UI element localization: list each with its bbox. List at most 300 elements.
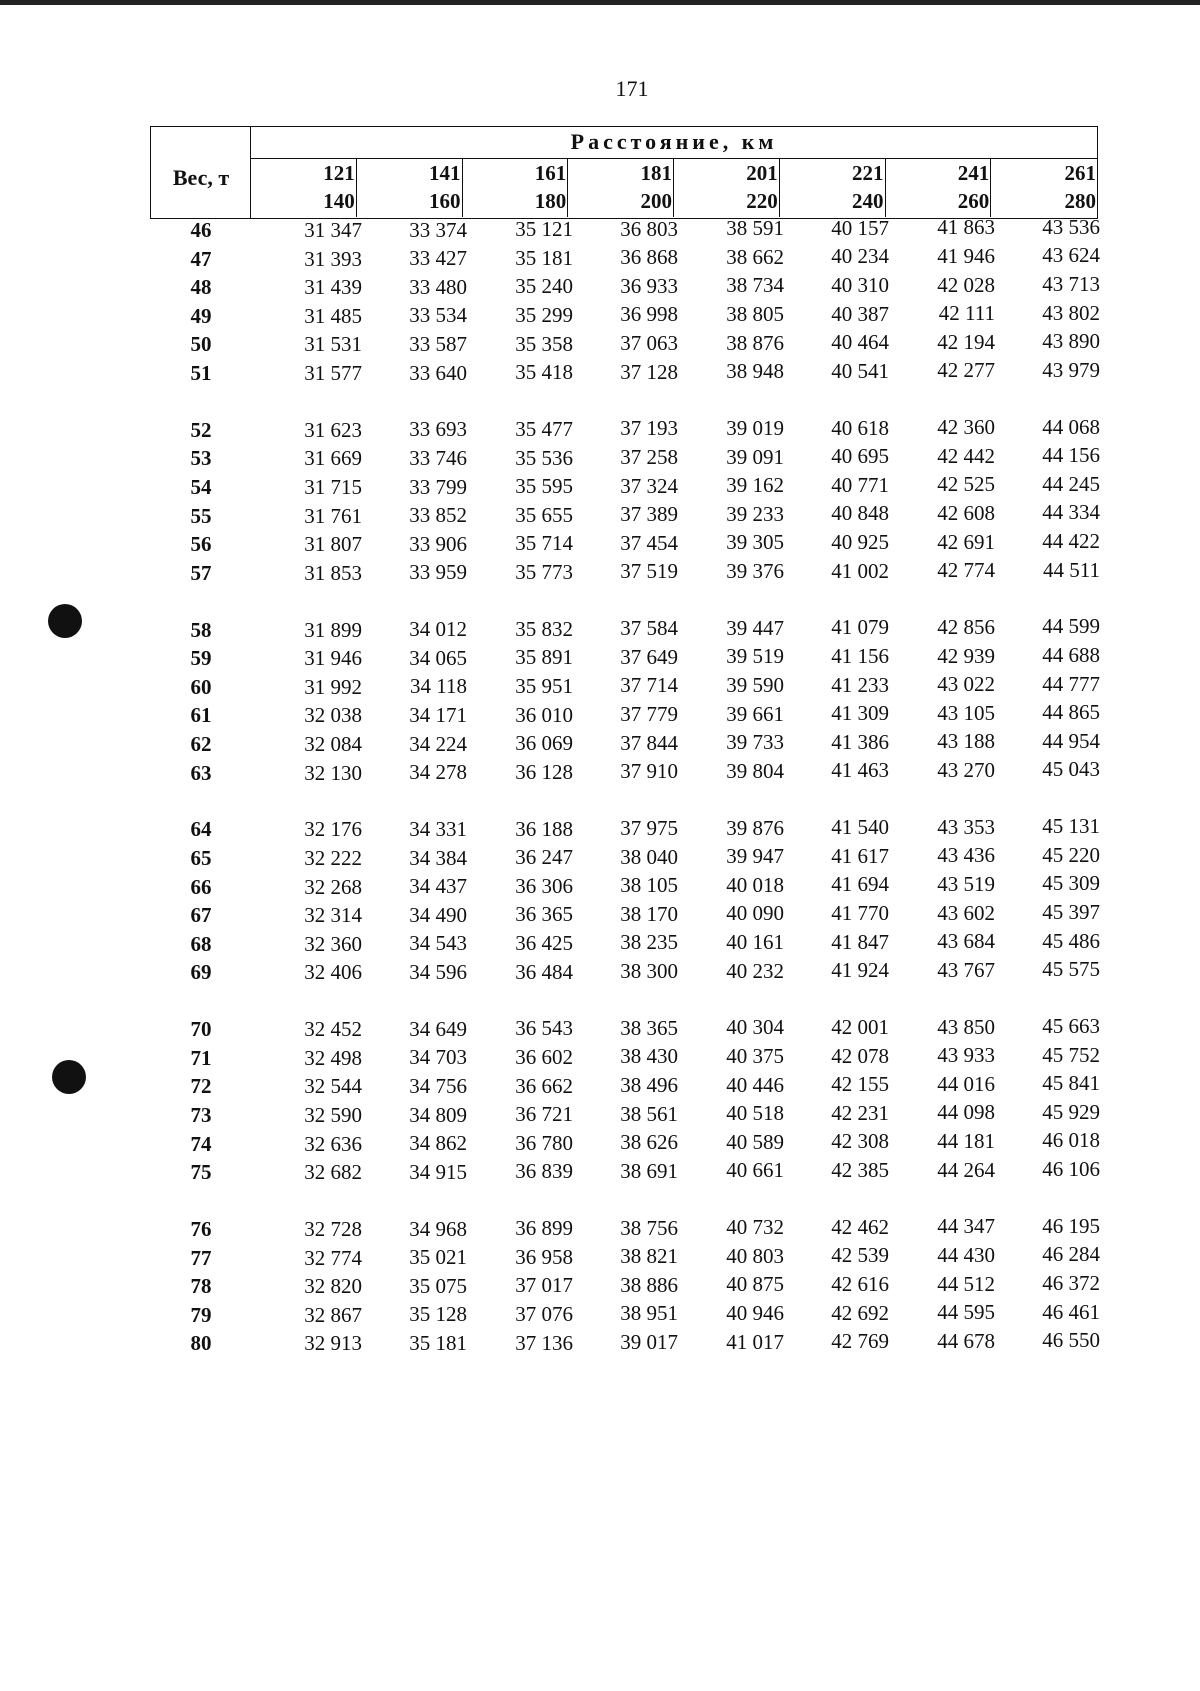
page-number: 171 xyxy=(615,76,649,101)
table-row xyxy=(150,529,1110,560)
weight-cell: 49 xyxy=(190,303,212,328)
value-cell: 42 691 xyxy=(937,529,995,554)
range-header xyxy=(357,159,463,217)
value-cell: 41 847 xyxy=(831,929,889,954)
value-cell: 31 531 xyxy=(304,332,362,357)
value-cell: 39 305 xyxy=(726,530,784,555)
value-cell: 36 188 xyxy=(515,816,573,841)
value-cell: 40 618 xyxy=(831,415,889,440)
value-cell: 36 306 xyxy=(515,873,573,898)
value-cell: 35 655 xyxy=(515,502,573,527)
value-cell: 31 853 xyxy=(304,560,362,585)
value-cell: 35 358 xyxy=(515,331,573,356)
table-row xyxy=(150,700,1110,731)
value-cell: 38 170 xyxy=(620,901,678,926)
table-row xyxy=(150,1328,1110,1359)
weight-cell: 62 xyxy=(190,732,212,756)
range-to: 260 xyxy=(957,189,990,213)
value-cell: 36 543 xyxy=(515,1016,573,1041)
value-cell: 39 947 xyxy=(726,844,784,869)
weight-cell: 51 xyxy=(190,361,212,385)
value-cell: 33 746 xyxy=(409,445,467,470)
weight-cell: 80 xyxy=(190,1331,212,1356)
value-cell: 42 692 xyxy=(831,1300,889,1325)
value-cell: 34 809 xyxy=(409,1102,467,1127)
value-cell: 38 235 xyxy=(620,930,678,955)
distance-header-label: Расстояние, км xyxy=(251,127,1097,159)
value-cell: 39 804 xyxy=(726,758,784,783)
weight-cell: 68 xyxy=(190,931,212,956)
value-cell: 43 802 xyxy=(1042,300,1100,325)
value-cell: 38 886 xyxy=(620,1272,678,1297)
value-cell: 44 954 xyxy=(1042,728,1100,753)
value-cell: 43 022 xyxy=(937,672,995,697)
value-cell: 35 595 xyxy=(515,474,573,499)
value-cell: 43 979 xyxy=(1042,357,1100,382)
punch-hole-upper xyxy=(48,604,82,638)
value-cell: 34 437 xyxy=(409,874,467,899)
value-cell: 37 258 xyxy=(620,445,678,470)
value-cell: 38 662 xyxy=(726,244,784,269)
value-cell: 31 946 xyxy=(304,646,362,671)
table-row xyxy=(150,671,1110,703)
value-cell: 41 017 xyxy=(726,1329,784,1354)
value-cell: 34 596 xyxy=(409,959,467,984)
value-cell: 42 616 xyxy=(831,1271,889,1296)
table-row xyxy=(150,928,1110,960)
value-cell: 41 863 xyxy=(937,215,995,240)
table-row xyxy=(150,842,1110,874)
value-cell: 38 561 xyxy=(620,1101,678,1126)
value-cell: 40 875 xyxy=(726,1272,784,1297)
value-cell: 40 541 xyxy=(831,358,889,383)
weight-cell: 61 xyxy=(190,703,212,728)
value-cell: 34 649 xyxy=(409,1016,467,1041)
value-cell: 40 695 xyxy=(831,444,889,469)
weight-cell: 48 xyxy=(190,275,212,300)
value-cell: 44 181 xyxy=(937,1128,995,1153)
value-cell: 31 439 xyxy=(304,275,362,300)
table-row xyxy=(150,272,1110,303)
value-cell: 36 958 xyxy=(515,1244,573,1269)
table-row xyxy=(150,900,1110,931)
range-from: 201 xyxy=(746,161,778,185)
value-cell: 38 805 xyxy=(726,302,784,326)
weight-cell: 47 xyxy=(190,246,212,271)
weight-cell: 63 xyxy=(190,760,212,785)
value-cell: 42 155 xyxy=(831,1072,889,1097)
value-cell: 38 951 xyxy=(620,1301,678,1326)
value-cell: 42 308 xyxy=(831,1129,889,1154)
weight-cell: 56 xyxy=(190,532,212,557)
range-header xyxy=(886,159,992,217)
value-cell: 34 543 xyxy=(409,931,467,956)
range-to: 220 xyxy=(746,189,778,213)
value-cell: 40 446 xyxy=(726,1072,784,1097)
value-cell: 39 019 xyxy=(726,416,784,440)
value-cell: 37 779 xyxy=(620,702,678,727)
value-cell: 36 721 xyxy=(515,1102,573,1127)
value-cell: 31 623 xyxy=(304,417,362,442)
value-cell: 42 939 xyxy=(937,643,995,668)
value-cell: 37 584 xyxy=(620,616,678,641)
value-cell: 32 222 xyxy=(304,846,362,870)
value-cell: 39 661 xyxy=(726,701,784,726)
value-cell: 43 536 xyxy=(1042,214,1100,239)
value-cell: 36 010 xyxy=(515,702,573,727)
value-cell: 37 193 xyxy=(620,416,678,441)
value-cell: 44 422 xyxy=(1042,529,1100,554)
weight-cell: 57 xyxy=(190,560,212,585)
value-cell: 42 194 xyxy=(937,329,995,354)
weight-cell: 78 xyxy=(190,1274,212,1299)
value-cell: 35 536 xyxy=(515,445,573,470)
range-header xyxy=(674,159,780,217)
value-cell: 38 876 xyxy=(726,330,784,355)
weight-cell: 67 xyxy=(190,903,212,928)
range-from: 181 xyxy=(640,161,672,185)
value-cell: 31 393 xyxy=(304,246,362,271)
value-cell: 33 959 xyxy=(409,560,467,585)
value-cell: 44 068 xyxy=(1042,414,1100,439)
weight-cell: 76 xyxy=(190,1217,212,1241)
value-cell: 32 544 xyxy=(304,1074,362,1099)
table-row xyxy=(150,957,1110,988)
range-to: 240 xyxy=(852,189,884,213)
range-from: 221 xyxy=(852,161,884,185)
value-cell: 35 021 xyxy=(409,1245,467,1270)
value-cell: 44 511 xyxy=(1043,557,1100,582)
weight-cell: 79 xyxy=(190,1302,212,1327)
table-row xyxy=(150,814,1110,845)
value-cell: 39 733 xyxy=(726,730,784,755)
value-cell: 40 304 xyxy=(726,1015,784,1040)
value-cell: 31 761 xyxy=(304,503,362,528)
value-cell: 43 684 xyxy=(937,929,995,954)
table-row xyxy=(150,757,1110,789)
value-cell: 34 384 xyxy=(409,845,467,870)
value-cell: 32 820 xyxy=(304,1274,362,1299)
weight-cell: 46 xyxy=(190,218,212,242)
table-row xyxy=(150,443,1110,474)
value-cell: 36 868 xyxy=(620,245,678,270)
value-cell: 34 278 xyxy=(409,760,467,785)
weight-cell: 69 xyxy=(190,960,212,985)
value-cell: 43 188 xyxy=(937,729,995,754)
value-cell: 35 891 xyxy=(515,645,573,670)
value-cell: 39 590 xyxy=(726,673,784,697)
value-cell: 41 233 xyxy=(831,672,889,697)
value-cell: 44 264 xyxy=(937,1157,995,1182)
value-cell: 42 277 xyxy=(937,358,995,383)
range-to: 200 xyxy=(640,189,672,213)
value-cell: 37 975 xyxy=(620,816,678,841)
table-row xyxy=(150,614,1110,646)
value-cell: 33 480 xyxy=(409,274,467,299)
value-cell: 41 946 xyxy=(937,243,995,268)
value-cell: 40 589 xyxy=(726,1129,784,1154)
table-row xyxy=(150,1071,1110,1102)
value-cell: 38 365 xyxy=(620,1015,678,1040)
value-cell: 44 347 xyxy=(937,1214,995,1239)
value-cell: 34 862 xyxy=(409,1131,467,1156)
value-cell: 38 948 xyxy=(726,359,784,384)
value-cell: 42 360 xyxy=(937,415,995,440)
weight-cell: 55 xyxy=(190,503,212,528)
value-cell: 43 353 xyxy=(937,814,995,839)
value-cell: 37 136 xyxy=(515,1330,573,1355)
value-cell: 34 756 xyxy=(409,1073,467,1098)
value-cell: 31 485 xyxy=(304,303,362,328)
value-cell: 40 387 xyxy=(831,301,889,326)
value-cell: 41 540 xyxy=(831,815,889,840)
value-cell: 39 376 xyxy=(726,559,784,583)
value-cell: 41 309 xyxy=(831,701,889,726)
value-cell: 44 678 xyxy=(937,1328,995,1353)
value-cell: 33 587 xyxy=(409,331,467,356)
range-from: 161 xyxy=(534,161,567,185)
value-cell: 32 452 xyxy=(304,1017,362,1042)
weight-cell: 64 xyxy=(190,817,212,842)
value-cell: 37 714 xyxy=(620,673,678,698)
weight-cell: 77 xyxy=(190,1245,212,1270)
value-cell: 43 602 xyxy=(937,900,995,925)
value-cell: 44 245 xyxy=(1042,471,1100,496)
table-row xyxy=(150,1128,1110,1160)
table-row xyxy=(150,471,1110,503)
table-row xyxy=(150,643,1110,674)
value-cell: 39 876 xyxy=(726,815,784,840)
weight-cell: 66 xyxy=(190,874,212,899)
range-header xyxy=(780,159,886,217)
value-cell: 46 550 xyxy=(1042,1328,1100,1353)
value-cell: 34 331 xyxy=(409,816,467,841)
value-cell: 35 299 xyxy=(515,302,573,327)
value-cell: 42 385 xyxy=(831,1157,889,1182)
table-row xyxy=(150,871,1110,903)
value-cell: 32 913 xyxy=(304,1331,362,1356)
value-cell: 39 519 xyxy=(726,644,784,669)
value-cell: 43 436 xyxy=(937,843,995,868)
value-cell: 44 334 xyxy=(1042,500,1100,525)
value-cell: 37 076 xyxy=(515,1301,573,1326)
weight-cell: 50 xyxy=(190,332,212,357)
value-cell: 32 682 xyxy=(304,1160,362,1185)
value-cell: 33 534 xyxy=(409,303,467,328)
range-to: 160 xyxy=(429,189,461,213)
weight-cell: 65 xyxy=(190,846,212,870)
value-cell: 35 477 xyxy=(515,416,573,441)
value-cell: 44 688 xyxy=(1042,643,1100,668)
value-cell: 45 309 xyxy=(1042,871,1100,896)
value-cell: 43 270 xyxy=(937,757,995,782)
value-cell: 46 284 xyxy=(1042,1242,1100,1267)
value-cell: 42 608 xyxy=(937,500,995,525)
value-cell: 37 063 xyxy=(620,331,678,356)
value-cell: 40 161 xyxy=(726,930,784,954)
value-cell: 44 865 xyxy=(1042,700,1100,725)
value-cell: 43 890 xyxy=(1042,329,1100,354)
table-row xyxy=(150,1213,1110,1245)
value-cell: 46 195 xyxy=(1042,1213,1100,1238)
value-cell: 34 118 xyxy=(410,674,467,699)
value-cell: 39 017 xyxy=(620,1330,678,1355)
value-cell: 46 018 xyxy=(1042,1128,1100,1153)
value-cell: 38 821 xyxy=(620,1244,678,1269)
value-cell: 45 131 xyxy=(1042,814,1100,839)
value-cell: 40 157 xyxy=(831,215,889,240)
value-cell: 38 496 xyxy=(620,1073,678,1098)
value-cell: 41 156 xyxy=(831,643,889,668)
range-header xyxy=(463,159,569,217)
value-cell: 39 447 xyxy=(726,615,784,640)
value-cell: 40 925 xyxy=(831,529,889,554)
value-cell: 31 807 xyxy=(304,532,362,557)
value-cell: 32 314 xyxy=(304,903,362,928)
value-cell: 42 539 xyxy=(831,1243,889,1268)
value-cell: 36 803 xyxy=(620,216,678,241)
value-cell: 44 156 xyxy=(1042,443,1100,468)
weight-cell: 74 xyxy=(190,1131,212,1156)
table-row xyxy=(150,329,1110,360)
value-cell: 40 661 xyxy=(726,1158,784,1183)
value-cell: 37 389 xyxy=(620,502,678,527)
value-cell: 37 128 xyxy=(620,359,678,384)
table-row xyxy=(150,214,1110,246)
value-cell: 31 577 xyxy=(304,361,362,385)
value-cell: 36 780 xyxy=(515,1130,573,1155)
table-row xyxy=(150,1271,1110,1302)
value-cell: 35 773 xyxy=(515,559,573,584)
table-row xyxy=(150,300,1110,332)
weight-cell: 73 xyxy=(190,1103,212,1127)
value-cell: 39 162 xyxy=(726,473,784,498)
value-cell: 40 310 xyxy=(831,272,889,297)
value-cell: 34 915 xyxy=(409,1159,467,1184)
value-cell: 44 595 xyxy=(937,1300,995,1325)
weight-column-header xyxy=(151,127,251,218)
value-cell: 45 575 xyxy=(1042,957,1100,982)
value-cell: 40 018 xyxy=(726,872,784,897)
range-header xyxy=(568,159,674,217)
value-cell: 45 397 xyxy=(1042,900,1100,925)
value-cell: 44 098 xyxy=(937,1100,995,1125)
value-cell: 44 016 xyxy=(937,1071,995,1096)
table-row xyxy=(150,500,1110,532)
value-cell: 41 617 xyxy=(831,843,889,868)
value-cell: 40 771 xyxy=(831,472,889,497)
value-cell: 35 240 xyxy=(515,274,573,299)
value-cell: 37 454 xyxy=(620,530,678,555)
value-cell: 36 839 xyxy=(515,1159,573,1184)
weight-cell: 71 xyxy=(190,1045,212,1070)
weight-cell: 54 xyxy=(190,475,212,499)
value-cell: 36 899 xyxy=(515,1216,573,1241)
value-cell: 44 599 xyxy=(1042,614,1100,639)
value-cell: 46 461 xyxy=(1042,1299,1100,1324)
value-cell: 32 728 xyxy=(304,1217,362,1241)
table-row xyxy=(150,1014,1110,1045)
weight-cell: 59 xyxy=(190,646,212,671)
table-row xyxy=(150,728,1110,760)
value-cell: 31 992 xyxy=(304,674,362,699)
value-cell: 35 951 xyxy=(515,673,573,698)
value-cell: 36 662 xyxy=(515,1073,573,1098)
value-cell: 35 128 xyxy=(409,1302,467,1327)
value-cell: 38 105 xyxy=(620,873,678,898)
value-cell: 43 767 xyxy=(937,957,995,982)
value-cell: 35 121 xyxy=(515,217,573,242)
table-row xyxy=(150,243,1110,275)
value-cell: 38 591 xyxy=(726,216,784,241)
value-cell: 32 590 xyxy=(304,1103,362,1127)
value-cell: 32 038 xyxy=(304,703,362,728)
value-cell: 42 001 xyxy=(831,1014,889,1039)
value-cell: 32 130 xyxy=(304,760,362,785)
value-cell: 31 899 xyxy=(304,617,362,642)
value-cell: 36 247 xyxy=(515,845,573,870)
value-cell: 37 844 xyxy=(620,730,678,755)
weight-header-label: Вес, т xyxy=(172,165,230,190)
range-to: 140 xyxy=(323,189,355,213)
value-cell: 32 636 xyxy=(304,1131,362,1156)
value-cell: 32 360 xyxy=(304,931,362,956)
value-cell: 36 484 xyxy=(515,959,573,984)
value-cell: 40 464 xyxy=(831,330,889,355)
value-cell: 32 176 xyxy=(304,817,362,842)
value-cell: 39 091 xyxy=(726,444,784,469)
value-cell: 40 732 xyxy=(726,1215,784,1240)
value-cell: 33 640 xyxy=(409,360,467,385)
value-cell: 45 752 xyxy=(1042,1042,1100,1067)
value-cell: 34 968 xyxy=(409,1216,467,1241)
value-cell: 40 946 xyxy=(726,1301,784,1325)
value-cell: 39 233 xyxy=(726,501,784,526)
value-cell: 38 734 xyxy=(726,273,784,298)
value-cell: 43 850 xyxy=(937,1014,995,1039)
range-header xyxy=(251,159,357,217)
value-cell: 35 181 xyxy=(515,245,573,270)
value-cell: 43 933 xyxy=(937,1043,995,1068)
range-to: 280 xyxy=(1064,189,1096,213)
value-cell: 46 106 xyxy=(1042,1157,1100,1182)
weight-cell: 72 xyxy=(190,1074,212,1099)
value-cell: 31 669 xyxy=(304,446,362,471)
value-cell: 34 065 xyxy=(409,645,467,670)
value-cell: 32 774 xyxy=(304,1245,362,1270)
value-cell: 44 777 xyxy=(1042,671,1100,696)
value-cell: 34 703 xyxy=(409,1045,467,1070)
value-cell: 42 769 xyxy=(831,1329,889,1354)
table-row xyxy=(150,1042,1110,1074)
value-cell: 38 756 xyxy=(620,1215,678,1240)
value-cell: 45 220 xyxy=(1042,842,1100,867)
value-cell: 41 770 xyxy=(831,900,889,925)
value-cell: 36 425 xyxy=(515,930,573,955)
value-cell: 40 518 xyxy=(726,1101,784,1126)
value-cell: 38 626 xyxy=(620,1130,678,1155)
value-cell: 40 232 xyxy=(726,958,784,983)
value-cell: 41 079 xyxy=(831,615,889,640)
value-cell: 40 090 xyxy=(726,901,784,926)
value-cell: 37 017 xyxy=(515,1273,573,1298)
table-row xyxy=(150,1099,1110,1131)
value-cell: 32 084 xyxy=(304,732,362,756)
table-row xyxy=(150,357,1110,389)
punch-hole-lower xyxy=(52,1060,86,1094)
value-cell: 43 713 xyxy=(1042,272,1100,297)
value-cell: 33 427 xyxy=(409,246,467,271)
